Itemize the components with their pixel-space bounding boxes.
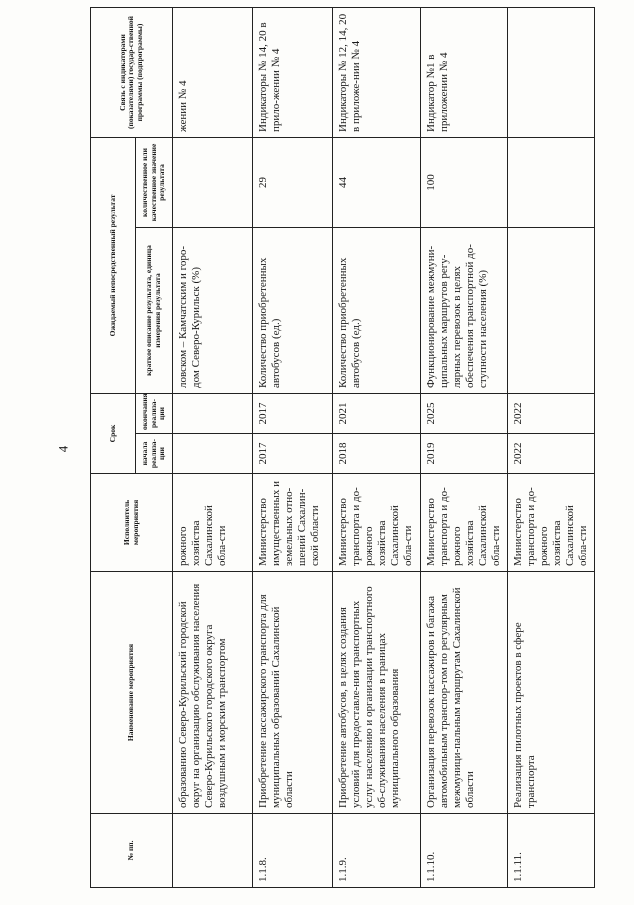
activities-table — [90, 7, 595, 888]
rotated-table-wrapper — [90, 8, 589, 888]
cell-executor: Министерство имущественных и земельных отно-шений Сахалин-ской области — [253, 474, 333, 572]
cell-num: 1.1.8. — [253, 814, 333, 888]
cell-start: 2017 — [253, 434, 333, 474]
cell-desc: Количество приобретенных автобусов (ед.) — [333, 227, 421, 393]
cell-link — [507, 7, 594, 137]
page-number: 4 — [55, 445, 71, 453]
cell-executor: рожного хозяйства Сахалинской обла-сти — [173, 474, 253, 572]
cell-num: 1.1.9. — [333, 814, 421, 888]
table-row — [253, 7, 333, 887]
cell-value: 100 — [421, 137, 508, 227]
cell-end: 2025 — [421, 393, 508, 433]
cell-link: Индикатор №1 в приложении № 4 — [421, 7, 508, 137]
cell-value: 29 — [253, 137, 333, 227]
cell-value: 44 — [333, 137, 421, 227]
cell-num: 1.1.11. — [507, 814, 594, 888]
cell-name: Реализация пилотных проектов в сфере транспорта — [507, 572, 594, 814]
cell-start: 2019 — [421, 434, 508, 474]
cell-end: 2022 — [507, 393, 594, 433]
cell-num — [173, 814, 253, 888]
cell-value — [173, 137, 253, 227]
cell-name: Организация перевозок пассажиров и багажа автомобильным транспор-том по регулярным межмуници-пальным маршрутам Сахалинской области — [421, 572, 508, 814]
cell-desc: ловском – Камчатским и горо-дом Северо-Курильск (%) — [173, 227, 253, 393]
table-row — [333, 7, 421, 887]
cell-executor: Министерство транспорта и до-рожного хозяйства Сахалинской обла-сти — [421, 474, 508, 572]
cell-value — [507, 137, 594, 227]
header-link: Связь с индикаторами (показателями) государ-ственной программы (подпрограммы) — [91, 7, 173, 137]
cell-end — [173, 393, 253, 433]
header-expected-desc: краткое описание результата, единица измерения результата — [136, 227, 173, 393]
cell-end: 2017 — [253, 393, 333, 433]
cell-executor: Министерство транспорта и до-рожного хозяйства Сахалинской обла-сти — [333, 474, 421, 572]
header-expected: Ожидаемый непосредственный результат — [91, 137, 136, 393]
cell-link: Индикаторы № 14, 20 в прило-жении № 4 — [253, 7, 333, 137]
cell-desc: Количество приобретенных автобусов (ед.) — [253, 227, 333, 393]
cell-num: 1.1.10. — [421, 814, 508, 888]
cell-desc — [507, 227, 594, 393]
cell-name: Приобретение автобусов, в целях создания условий для предоставле-ния транспортных услуг населению и организации транспортного об-служивания населения в границах муниципального образования — [333, 572, 421, 814]
cell-link: жении № 4 — [173, 7, 253, 137]
header-term-end: окончания реализа-ции — [136, 393, 173, 433]
cell-start: 2018 — [333, 434, 421, 474]
header-term-start: начала реализа-ции — [136, 434, 173, 474]
cell-start: 2022 — [507, 434, 594, 474]
table-row — [173, 7, 253, 887]
header-name: Наименование мероприятия — [91, 572, 173, 814]
header-term: Срок — [91, 393, 136, 473]
header-expected-value: количественное или качественное значение результата — [136, 137, 173, 227]
header-num: № пп. — [91, 814, 173, 888]
table-row — [421, 7, 508, 887]
header-executor: Исполнитель мероприятия — [91, 474, 173, 572]
cell-link: Индикаторы № 12, 14, 20 в приложе-нии № 4 — [333, 7, 421, 137]
table-row — [507, 7, 594, 887]
cell-name: Приобретение пассажирского транспорта для муниципальных образований Сахалинской области — [253, 572, 333, 814]
cell-desc: Функционирование межмуни-ципальных маршрутов регу-лярных перевозок в целях обеспечения транспортной до-ступности населения (%) — [421, 227, 508, 393]
cell-end: 2021 — [333, 393, 421, 433]
header-row-1 — [91, 7, 136, 887]
cell-executor: Министерство транспорта и до-рожного хозяйства Сахалинской обла-сти — [507, 474, 594, 572]
cell-start — [173, 434, 253, 474]
cell-name: образованию Северо-Курильский городской округ на организацию обслуживания населения Северо-Курильского городского округа воздушным и морским транспортом — [173, 572, 253, 814]
